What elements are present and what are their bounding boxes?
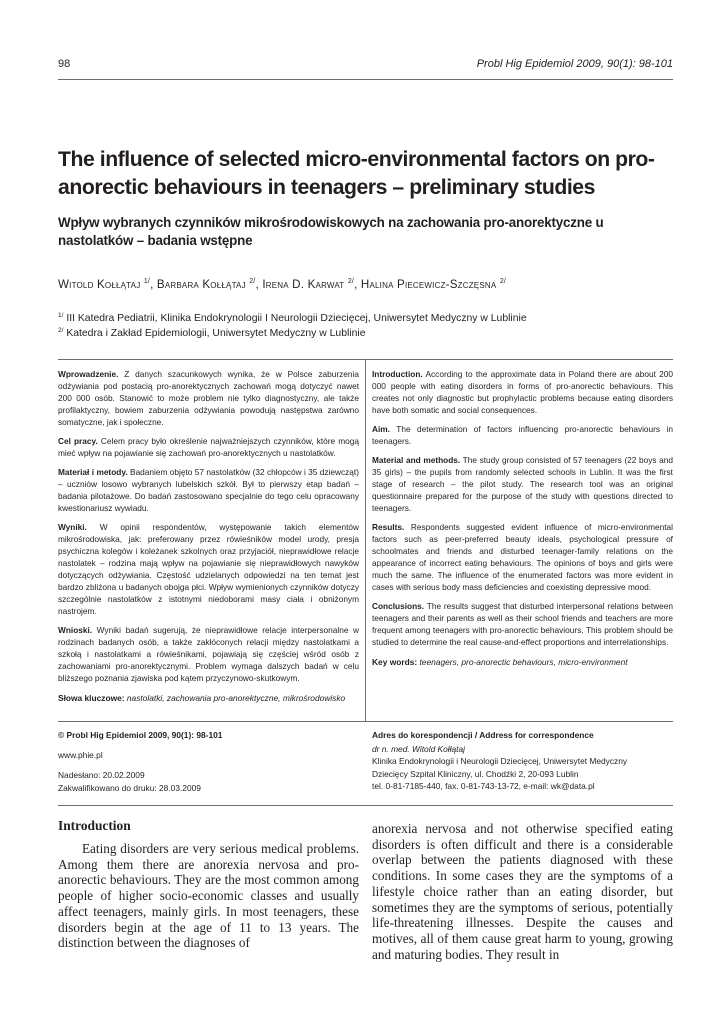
page-number: 98 (58, 58, 71, 70)
author-list (58, 278, 506, 291)
abstract-polish (58, 368, 359, 711)
abstract-section: Introduction. According to the approximate data in Poland there are about 200 000 people with eating disorders in forms of pro-anorectic behaviours. This creates not only diagnostic but prophylactic problems because eating disorders have both somatic and social consequences. (372, 369, 673, 416)
abstract-bottom-rule (58, 721, 673, 722)
abstract-section: Material and methods. The study group consisted of 57 teenagers (22 boys and 35 girls) – the pupils from randomly selected schools in Lublin. It was the first stage of research – the pilot study. The research tool was an original questionnaire prepared for the purpose of the study with questions directed to teenagers. (372, 454, 673, 513)
affiliation: $^{1/}$ III Katedra Pediatrii, Klinika Endokrynologii I Neurologii Dziecięcej, Uniwersytet Medyczny w Lublinie (58, 312, 527, 324)
abstract-column-divider (365, 359, 366, 721)
author: Barbara Kołłątaj $^{2/}$, (156, 278, 263, 291)
address-line: Klinika Endokrynologii i Neurologii Dziecięcej, Uniwersytet Medyczny (372, 756, 628, 767)
copyright-citation: © Probl Hig Epidemiol 2009, 90(1): 98-101 (58, 730, 223, 740)
accepted-date: Zakwalifikowano do druku: 28.03.2009 (58, 782, 201, 793)
address-line: Dziecięcy Szpital Kliniczny, ul. Chodźki 2, 20-093 Lublin (372, 768, 579, 779)
abstract-section: Results. Respondents suggested evident influence of micro-environmental factors such as peer-preferred beauty ideals, psychological pressure of schoolmates and friends and disturbed teenager-family relations on the appearance of incorrect eating behaviours. The opinions of boys and girls were much the same. The influence of the enumerated factors was more evident in cases with serious body mass deficiencies and coexisting depressive mood. (372, 521, 673, 592)
abstract-section: Wnioski. Wyniki badań sugerują, że nieprawidłowe relacje interpersonalne w rodzinach badanych osób, a także zakłóconych relacji między nastolatkami a szkołą i nastolatkami a rówieśnikami, pojawiają się częściej wśród osób z zachowaniami pro-anorektycznymi. Problem wymaga dalszych badań w celu bliższego poznania zjawiska pod kątem przyczynowo-skutkowym. (58, 624, 359, 684)
body-paragraph: anorexia nervosa and not otherwise specified eating disorders is often difficult and there is a considerable overlap between the patients diagnosed with these conditions. In some cases they are the symptoms of a lifestyle choice rather than an eating disorder, but sometimes they are the symptoms of serious, potentially life-threatening illnesses. Despite the causes and motives, all of them cause great harm to young, growing and maturing bodies. They result in (372, 821, 673, 962)
abstract-section: Wyniki. W opinii respondentów, występowanie takich elementów mikrośrodowiska, jak: preferowany przez rówieśników model urody, presja psychiczna kolegów i koleżanek szkolnych oraz przyjaciół, nieprawidłowe relacje nastolatek – rodzina mają wpływ na pojawianie się nieprawidłowych nawyków dotyczących odżywiania. Częstość udzielanych odpowiedzi na ten temat jest bardzo zbliżona u badanych obojga płci. Wpływ wymienionych czynników dotyczy szczególnie nastolatków z istotnymi niedoborami masy ciała i obniżonym nastrojem. (58, 521, 359, 617)
abstract-section: Wprowadzenie. Z danych szacunkowych wynika, że w Polsce zaburzenia odżywiania pod postacią pro-anorektycznych zachowań mogą dotyczyć nawet 200 000 osób. Stanowić to może problem nie tylko diagnostyczny, ale także profilaktyczny, bowiem zaburzenia odżywiania powodują następstwa zarówno somatyczne, jak i społeczne. (58, 369, 359, 428)
address-line: tel. 0-81-7185-440, fax. 0-81-743-13-72, e-mail: wk@data.pl (372, 780, 595, 791)
abstract-english (372, 368, 673, 675)
correspondence-address (372, 729, 627, 792)
correspondence-heading: Adres do korespondencji / Address for correspondence (372, 730, 594, 740)
article-title: The influence of selected micro-environmental factors on pro-anorectic behaviours in teenagers – preliminary studies (58, 148, 655, 199)
keywords-english: Key words: teenagers, pro-anorectic behaviours, micro-environment (372, 656, 628, 667)
abstract-section: Conclusions. The results suggest that disturbed interpersonal relations between teenagers and their parents as well as their school friends and teachers are more frequent among teenagers with pro-anorectic behaviours. This problem should be studied to determine the real cause-and-effect proportions and interrelationships. (372, 600, 673, 647)
keywords-polish: Słowa kluczowe: nastolatki, zachowania pro-anorektyczne, mikrośrodowisko (58, 693, 346, 704)
body-column-right (372, 821, 673, 962)
section-heading-introduction: Introduction (58, 818, 131, 833)
abstract-section: Cel pracy. Celem pracy było określenie najważniejszych czynników, które mogą mieć wpływ na pojawianie się zachowań pro-anorektycznych u nastolatków. (58, 435, 360, 459)
author: Witold Kołłątaj $^{1/}$, (58, 278, 157, 291)
correspondent-name: dr n. med. Witold Kołłątaj (372, 744, 466, 755)
journal-citation: Probl Hig Epidemiol 2009, 90(1): 98-101 (476, 58, 673, 70)
received-date: Nadesłano: 20.02.2009 (58, 770, 145, 781)
header-rule (58, 79, 673, 80)
article-subtitle: Wpływ wybranych czynników mikrośrodowiskowych na zachowania pro-anorektyczne u nastolatków – badania wstępne (58, 215, 604, 248)
author: Irena D. Karwat $^{2/}$, (262, 278, 361, 291)
abstract-section: Materiał i metody. Badaniem objęto 57 nastolatków (32 chłopców i 35 dziewcząt) – uczniów losowo wybranych lubelskich szkół. Był to pierwszy etap badań – badania pilotażowe. Do badań zastosowano specjalnie do tego celu opracowany kwestionariusz wywiadu. (58, 466, 359, 513)
journal-website: www.phie.pl (58, 750, 103, 761)
publication-info (58, 729, 222, 794)
affiliation: $^{2/}$ Katedra i Zakład Epidemiologii, Uniwersytet Medyczny w Lublinie (58, 327, 366, 339)
abstract-section: Aim. The determination of factors influencing pro-anorectic behaviours in teenagers. (372, 423, 673, 446)
body-column-left (58, 841, 359, 951)
body-paragraph: Eating disorders are very serious medical problems. Among them there are anorexia nervosa and pro-anorectic behaviours. They are the most common among people of higher socio-economic classes and usually affect teenagers, mainly girls. In most teenagers, these disorders begin at the age of 11 to 13 years. The distinction between the diagnoses of (58, 841, 359, 951)
author: Halina Piecewicz-Szczęsna $^{2/}$ (360, 278, 507, 291)
info-bottom-rule (58, 805, 673, 806)
